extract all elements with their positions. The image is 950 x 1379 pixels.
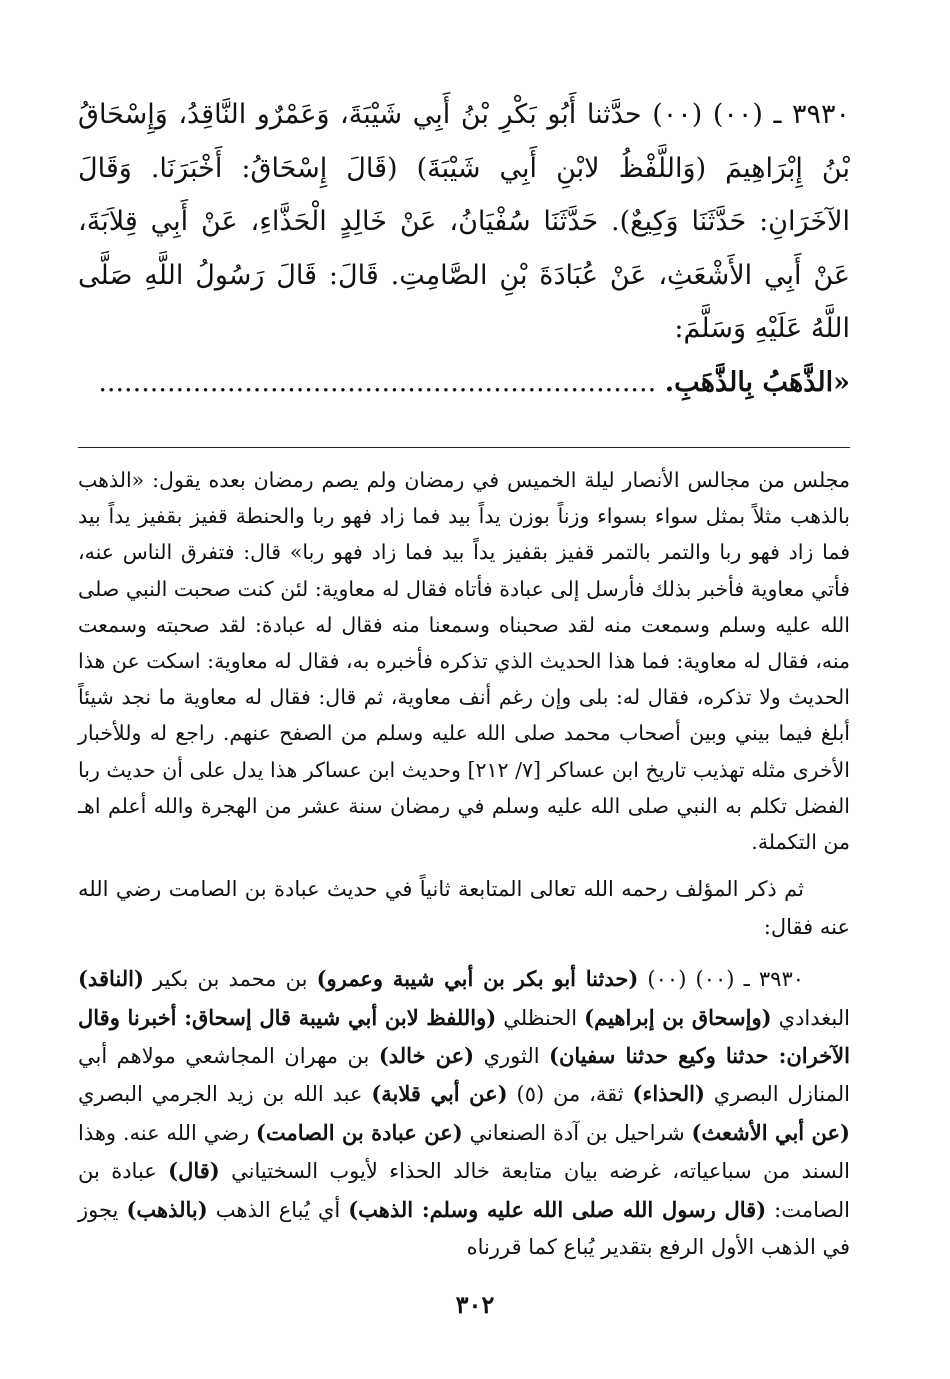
footnote	[78, 462, 850, 860]
commentary-explanation: شراحيل بن آدة الصنعاني	[462, 1120, 692, 1145]
hadith-text	[78, 88, 850, 409]
commentary-quoted-text: (وإسحاق بن إبراهيم)	[584, 1004, 772, 1030]
commentary-explanation: بن محمد بن بكير	[143, 967, 317, 992]
commentary-explanation: عبادة بن الصامت:	[78, 1159, 850, 1222]
commentary-explanation: البغدادي	[771, 1005, 850, 1030]
commentary-quoted-text: (واللفظ لابن أبي شيبة قال إسحاق: أخبرنا وقال الآخران: حدثنا وكيع حدثنا سفيان)	[78, 1004, 850, 1069]
footnote-separator	[78, 447, 850, 448]
commentary-quoted-text: (عن أبي قلابة)	[371, 1081, 508, 1107]
commentary-quoted-text: (عن خالد)	[378, 1043, 475, 1069]
commentary-quoted-text: (عن أبي الأشعث)	[691, 1119, 850, 1145]
commentary-explanation: ثقة، من (٥)	[507, 1082, 633, 1107]
commentary-explanation: الثوري	[474, 1044, 550, 1069]
commentary-quoted-text: (بالذهب)	[126, 1196, 208, 1222]
commentary-quoted-text: (قال)	[168, 1158, 220, 1184]
commentary-quoted-text: (حدثنا أبو بكر بن أبي شيبة وعمرو)	[316, 966, 639, 992]
hadith-main-text: ٣٩٣٠ ـ (٠٠) (٠٠) حدَّثنا أَبُو بَكْرِ بْنُ أَبِي شَيْبَةَ، وَعَمْرٌو النَّاقِدُ، وَإِسْحَاقُ بْنُ إِبْرَاهِيمَ (وَاللَّفْظُ لابْنِ أَبِي شَيْبَةَ) (قَالَ إِسْحَاقُ: أَخْبَرَنَا. وَقَالَ الآخَرَانِ: حَدَّثَنَا وَكِيعٌ). حَدَّثَنَا سُفْيَانُ، عَنْ خَالِدٍ الْحَذَّاءِ، عَنْ أَبِي قِلاَبَةَ، عَنْ أَبِي الأَشْعَثِ، عَنْ عُبَادَةَ بْنِ الصَّامِتِ. قَالَ: قَالَ رَسُولُ اللَّهِ صَلَّى اللَّهُ عَلَيْهِ وَسَلَّمَ:	[78, 99, 850, 344]
commentary-explanation: ٣٩٣٠ ـ (٠٠) (٠٠)	[638, 967, 805, 992]
commentary-quoted-text: (عن عبادة بن الصامت)	[255, 1119, 463, 1145]
commentary-explanation: الحنظلي	[496, 1005, 585, 1030]
commentary-explanation: يجوز في الذهب الأول الرفع بتقدير يُباع كما قررناه	[78, 1197, 850, 1260]
commentary-explanation: أي يُباع الذهب	[207, 1197, 349, 1222]
hadith-continuation-dots: .................................................................	[98, 366, 657, 398]
commentary-quoted-text: (الحذاء)	[632, 1081, 705, 1107]
commentary	[78, 960, 850, 1266]
commentary-explanation: رضي الله عنه. وهذا السند من سباعياته، غرضه بيان متابعة خالد الحذاء لأيوب السختياني	[78, 1120, 850, 1184]
section-intro: ثم ذكر المؤلف رحمه الله تعالى المتابعة ثانياً في حديث عبادة بن الصامت رضي الله عنه فقال:	[78, 877, 850, 940]
page-number: ٣٠٢	[455, 1290, 495, 1319]
commentary-quoted-text: (قال رسول الله صلى الله عليه وسلم: الذهب)	[348, 1196, 767, 1222]
footnote-paragraph: مجلس من مجالس الأنصار ليلة الخميس في رمضان ولم يصم رمضان بعده يقول: «الذهب بالذهب مثلاً بمثل سواء بسواء وزناً بوزن يداً بيد فما زاد فهو ربا والحنطة قفيز بقفيز يداً بيد فما زاد فهو ربا والتمر بالتمر قفيز بقفيز يداً بيد فما زاد فهو ربا» قال: فتفرق الناس عنه، فأتي معاوية فأخبر بذلك فأرسل إلى عبادة فأتاه فقال له معاوية: لئن كنت صحبت النبي صلى الله عليه وسلم وسمعت منه لقد صحبناه وسمعنا منه فقال له عبادة: لقد صحبته وسمعت منه، فقال له معاوية: فما هذا الحديث الذي تذكره فأخبره به، فقال له معاوية: اسكت عن هذا الحديث ولا تذكره، فقال له: بلى وإن رغم أنف معاوية، ثم قال: فقال له معاوية ما نجد شيئاً أبلغ فيما بيني وبين أصحاب محمد صلى الله عليه وسلم من الصفح عنهم. راجع له وللأخبار الأخرى مثله تهذيب تاريخ ابن عساكر [٧/ ٢١٢] وحديث ابن عساكر هذا يدل على أن حديث ربا الفضل تكلم به النبي صلى الله عليه وسلم في رمضان سنة عشر من الهجرة والله أعلم اهـ من التكملة.	[78, 468, 850, 855]
hadith-ending: «الذَّهَبُ بِالذَّهَبِ.	[664, 366, 850, 398]
commentary-quoted-text: (الناقد)	[78, 966, 144, 992]
commentary-explanation: عبد الله بن زيد الجرمي البصري	[78, 1082, 372, 1107]
commentary-explanation: بن مهران المجاشعي مولاهم أبي المنازل البصري	[78, 1044, 850, 1107]
